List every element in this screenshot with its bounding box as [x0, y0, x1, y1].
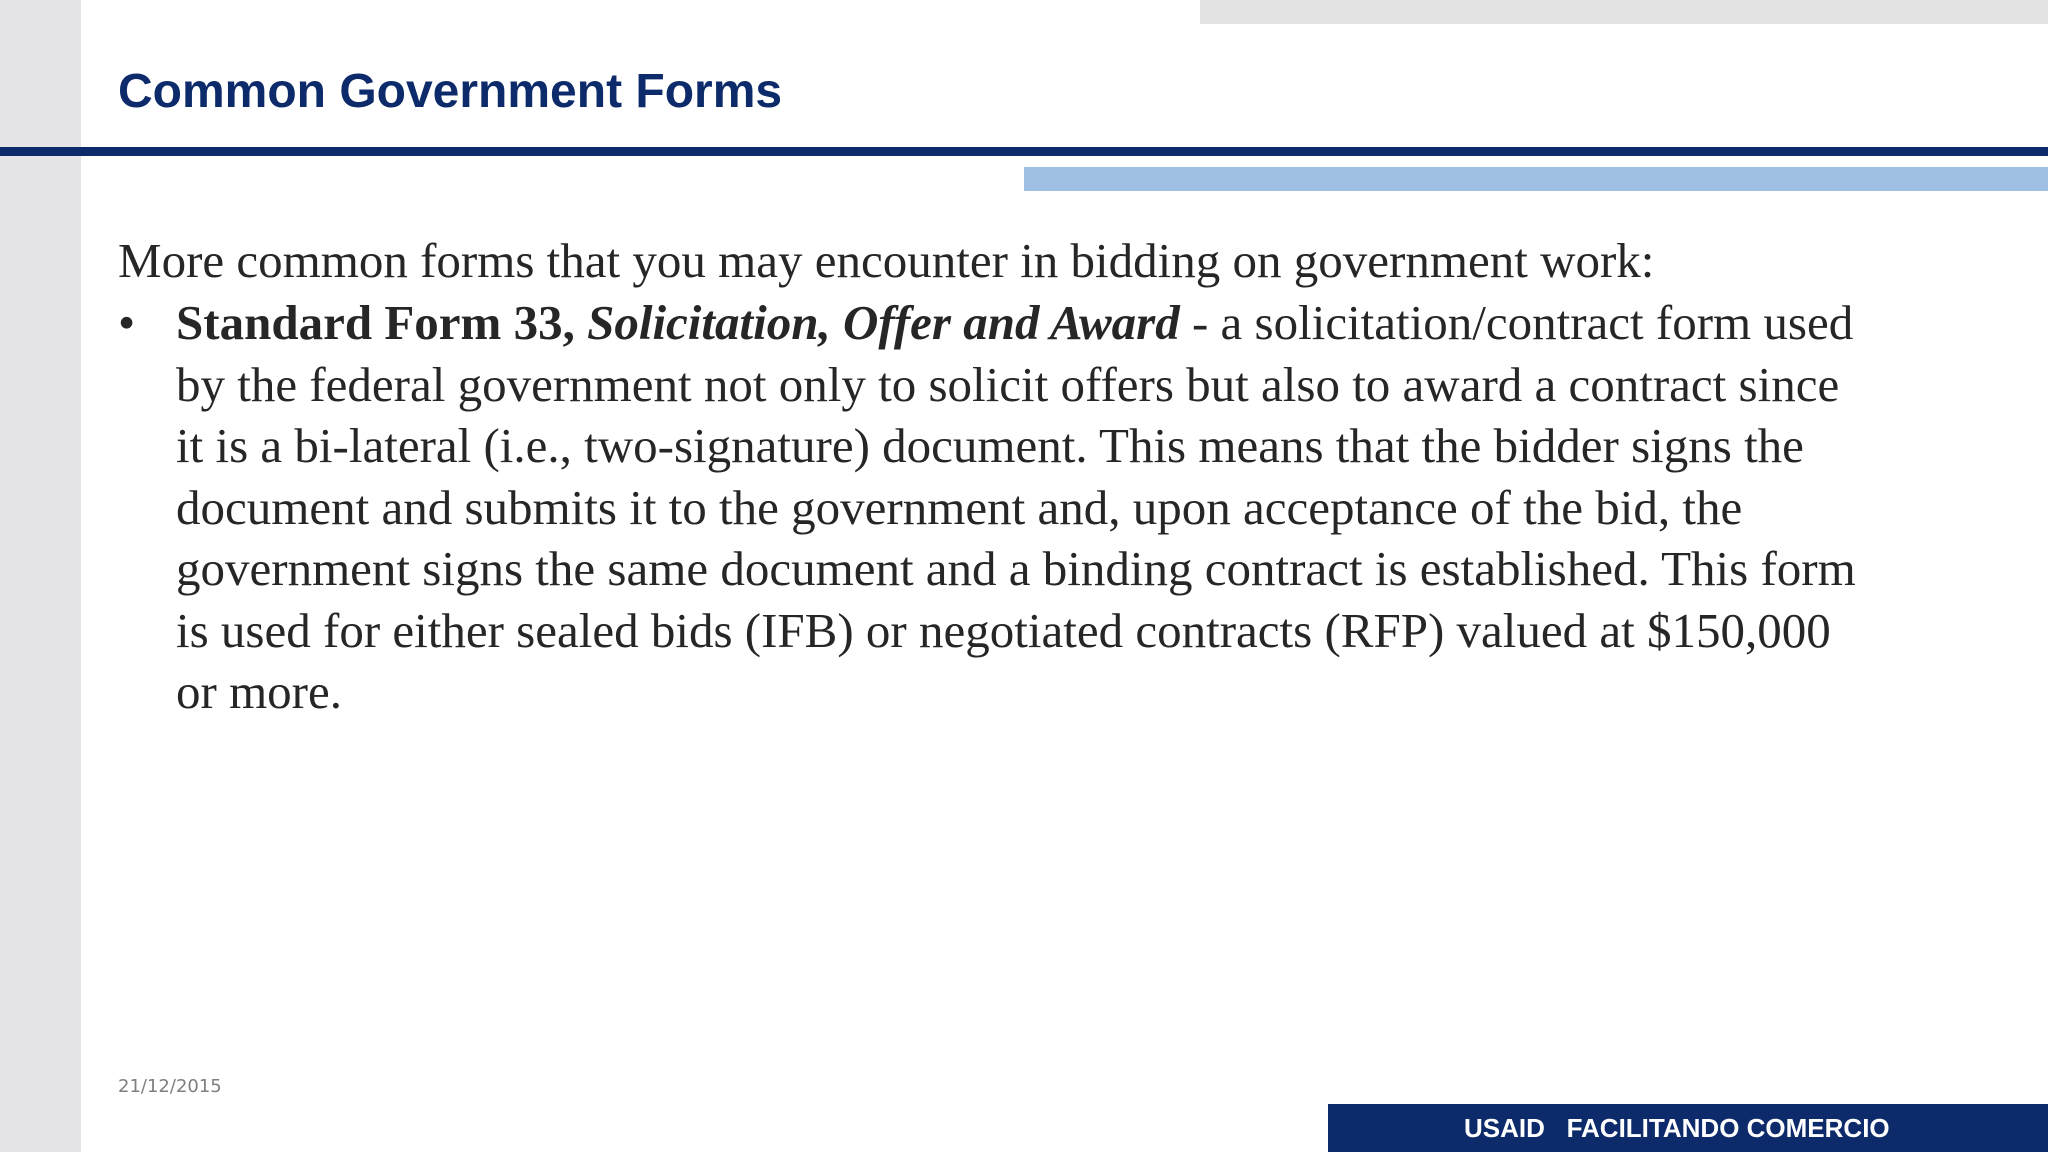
slide-body	[118, 230, 1948, 723]
form-name: Standard Form 33,	[176, 295, 575, 350]
bullet-first-line	[176, 292, 2048, 354]
form-title: Solicitation, Offer and Award	[587, 295, 1180, 350]
title-divider-dark	[0, 147, 2048, 156]
bullet-line: or more.	[176, 664, 342, 719]
intro-text: More common forms that you may encounter in bidding on government work:	[118, 233, 1655, 288]
left-side-strip	[0, 0, 81, 1152]
footer-program: FACILITANDO COMERCIO	[1566, 1113, 1890, 1143]
bullet-line: document and submits it to the government and, upon acceptance of the bid, the	[176, 479, 1743, 535]
slide-date: 21/12/2015	[118, 1076, 222, 1097]
slide-title: Common Government Forms	[118, 65, 783, 118]
bullet-line: it is a bi-lateral (i.e., two-signature) document. This means that the bidder signs the	[176, 418, 1804, 473]
footer-org: USAID	[1464, 1113, 1545, 1143]
bullet-line: by the federal government not only to solicit offers but also to award a contract since	[176, 356, 1840, 412]
footer-label	[1464, 1111, 1890, 1145]
bullet-item-sf33	[118, 292, 2048, 723]
bullet-line: is used for either sealed bids (IFB) or negotiated contracts (RFP) valued at $150,000	[176, 602, 1831, 658]
form-description-start: - a solicitation/contract form used	[1191, 295, 1854, 350]
bullet-line: government signs the same document and a binding contract is established. This form	[176, 541, 1856, 596]
top-right-decorative-bar	[1200, 0, 2048, 24]
bullet-marker: •	[118, 295, 136, 350]
title-divider-light	[1024, 167, 2048, 191]
